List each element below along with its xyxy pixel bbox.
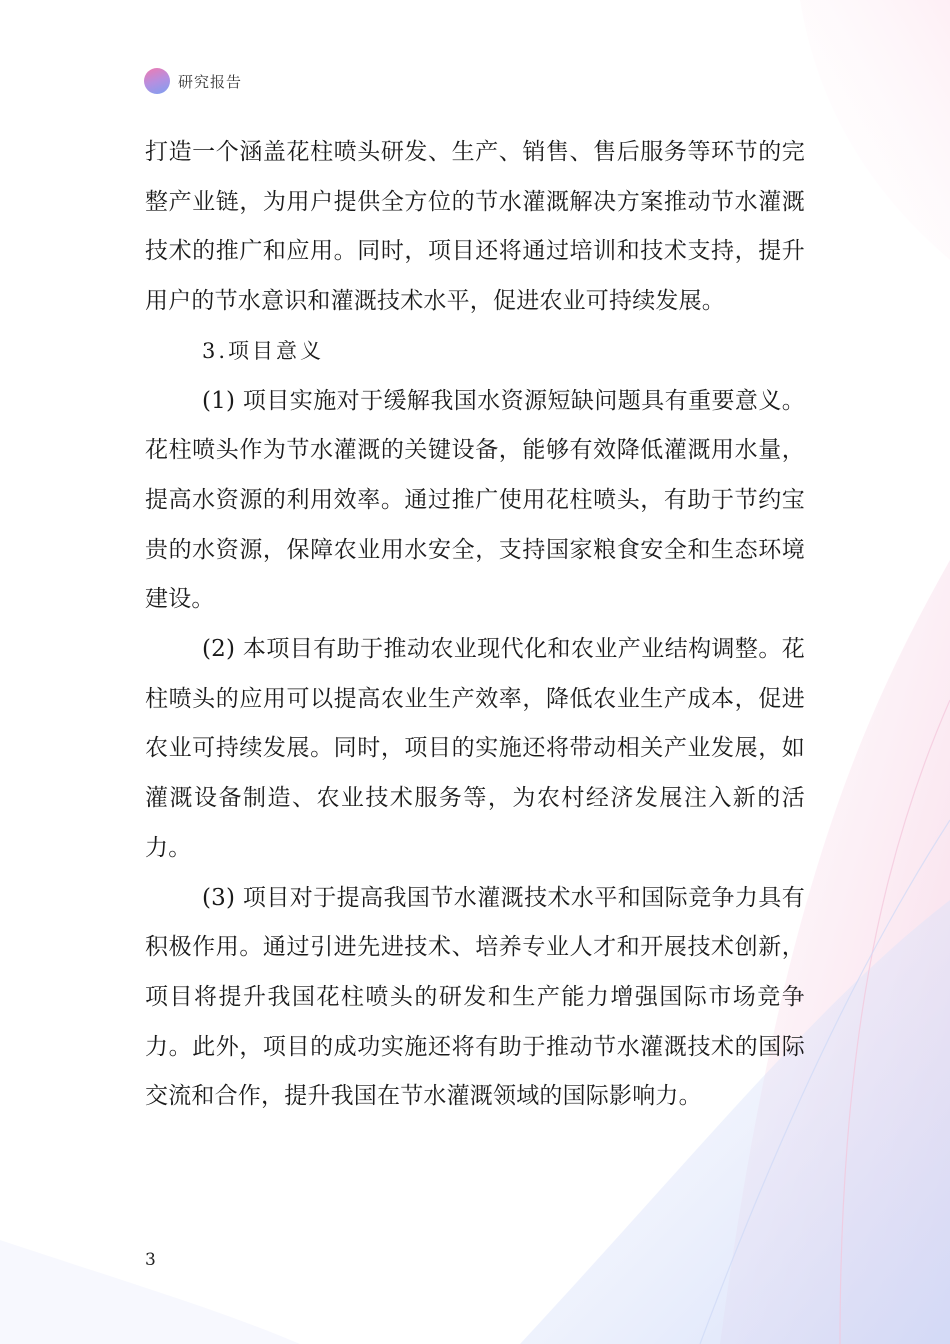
document-body (145, 128, 805, 1122)
paragraph-continuation: 打造一个涵盖花柱喷头研发、生产、销售、售后服务等环节的完整产业链，为用户提供全方位的节水灌溉解决方案推动节水灌溉技术的推广和应用。同时，项目还将通过培训和技术支持，提升用户的节水意识和灌溉技术水平，促进农业可持续发展。 (145, 139, 805, 315)
page-number: 3 (145, 1250, 156, 1270)
paragraph-point-3: (3) 项目对于提高我国节水灌溉技术水平和国际竞争力具有积极作用。通过引进先进技术、培养专业人才和开展技术创新，项目将提升我国花柱喷头的研发和生产能力增强国际市场竞争力。此外，项目的成功实施还将有助于推动节水灌溉技术的国际交流和合作，提升我国在节水灌溉领域的国际影响力。 (145, 884, 805, 1110)
header-title: 研究报告 (178, 72, 243, 91)
report-logo-icon (144, 68, 170, 94)
section-heading: 3.项目意义 (202, 338, 325, 363)
paragraph-point-2: (2) 本项目有助于推动农业现代化和农业产业结构调整。花柱喷头的应用可以提高农业生产效率，降低农业生产成本，促进农业可持续发展。同时，项目的实施还将带动相关产业发展，如灌溉设备制造、农业技术服务等，为农村经济发展注入新的活力。 (145, 636, 805, 861)
report-header (144, 66, 242, 96)
paragraph-point-1: (1) 项目实施对于缓解我国水资源短缺问题具有重要意义。花柱喷头作为节水灌溉的关键设备，能够有效降低灌溉用水量，提高水资源的利用效率。通过推广使用花柱喷头，有助于节约宝贵的水资源，保障农业用水安全，支持国家粮食安全和生态环境建设。 (145, 387, 805, 613)
